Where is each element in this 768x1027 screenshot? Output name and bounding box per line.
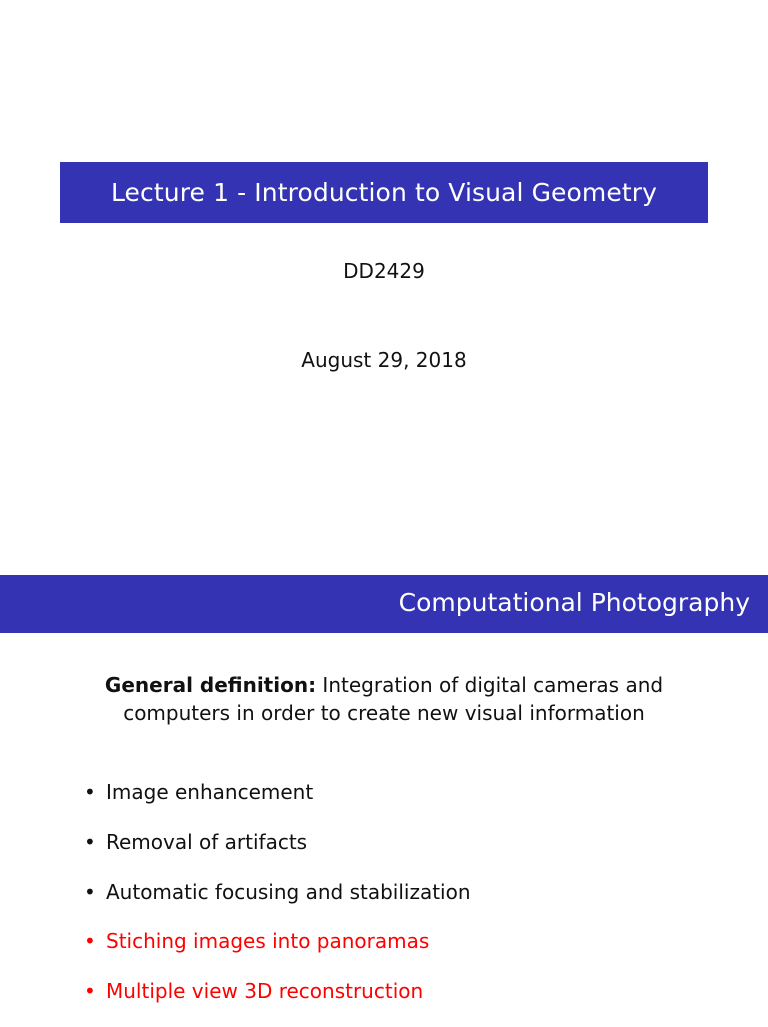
bullet-icon: • bbox=[84, 979, 96, 1003]
definition-label: General definition: bbox=[104, 673, 317, 697]
content-slide bbox=[0, 560, 768, 1024]
bullet-text: Automatic focusing and stabilization bbox=[106, 879, 471, 904]
lecture-title: Lecture 1 - Introduction to Visual Geometry bbox=[110, 178, 658, 207]
bullet-icon: • bbox=[84, 929, 96, 954]
list-item bbox=[84, 778, 471, 828]
bullet-text: Image enhancement bbox=[106, 780, 314, 804]
course-code: DD2429 bbox=[343, 259, 425, 283]
definition-block bbox=[0, 671, 768, 727]
list-item bbox=[84, 878, 471, 928]
list-item-highlighted bbox=[84, 977, 471, 1027]
lecture-date: August 29, 2018 bbox=[301, 348, 467, 372]
bullet-list bbox=[84, 778, 471, 1027]
frame-title: Computational Photography bbox=[398, 588, 750, 617]
bullet-text: Stiching images into panoramas bbox=[106, 929, 430, 954]
frame-title-banner bbox=[0, 575, 768, 633]
title-banner bbox=[60, 162, 708, 223]
bullet-icon: • bbox=[84, 879, 96, 904]
bullet-icon: • bbox=[84, 780, 96, 804]
list-item bbox=[84, 828, 471, 878]
definition-line-1: Integration of digital cameras and bbox=[316, 673, 664, 697]
definition-line-2: computers in order to create new visual information bbox=[123, 701, 645, 725]
bullet-text: Multiple view 3D reconstruction bbox=[106, 979, 424, 1003]
bullet-text: Removal of artifacts bbox=[106, 829, 308, 854]
bullet-icon: • bbox=[84, 829, 96, 854]
list-item-highlighted bbox=[84, 927, 471, 977]
